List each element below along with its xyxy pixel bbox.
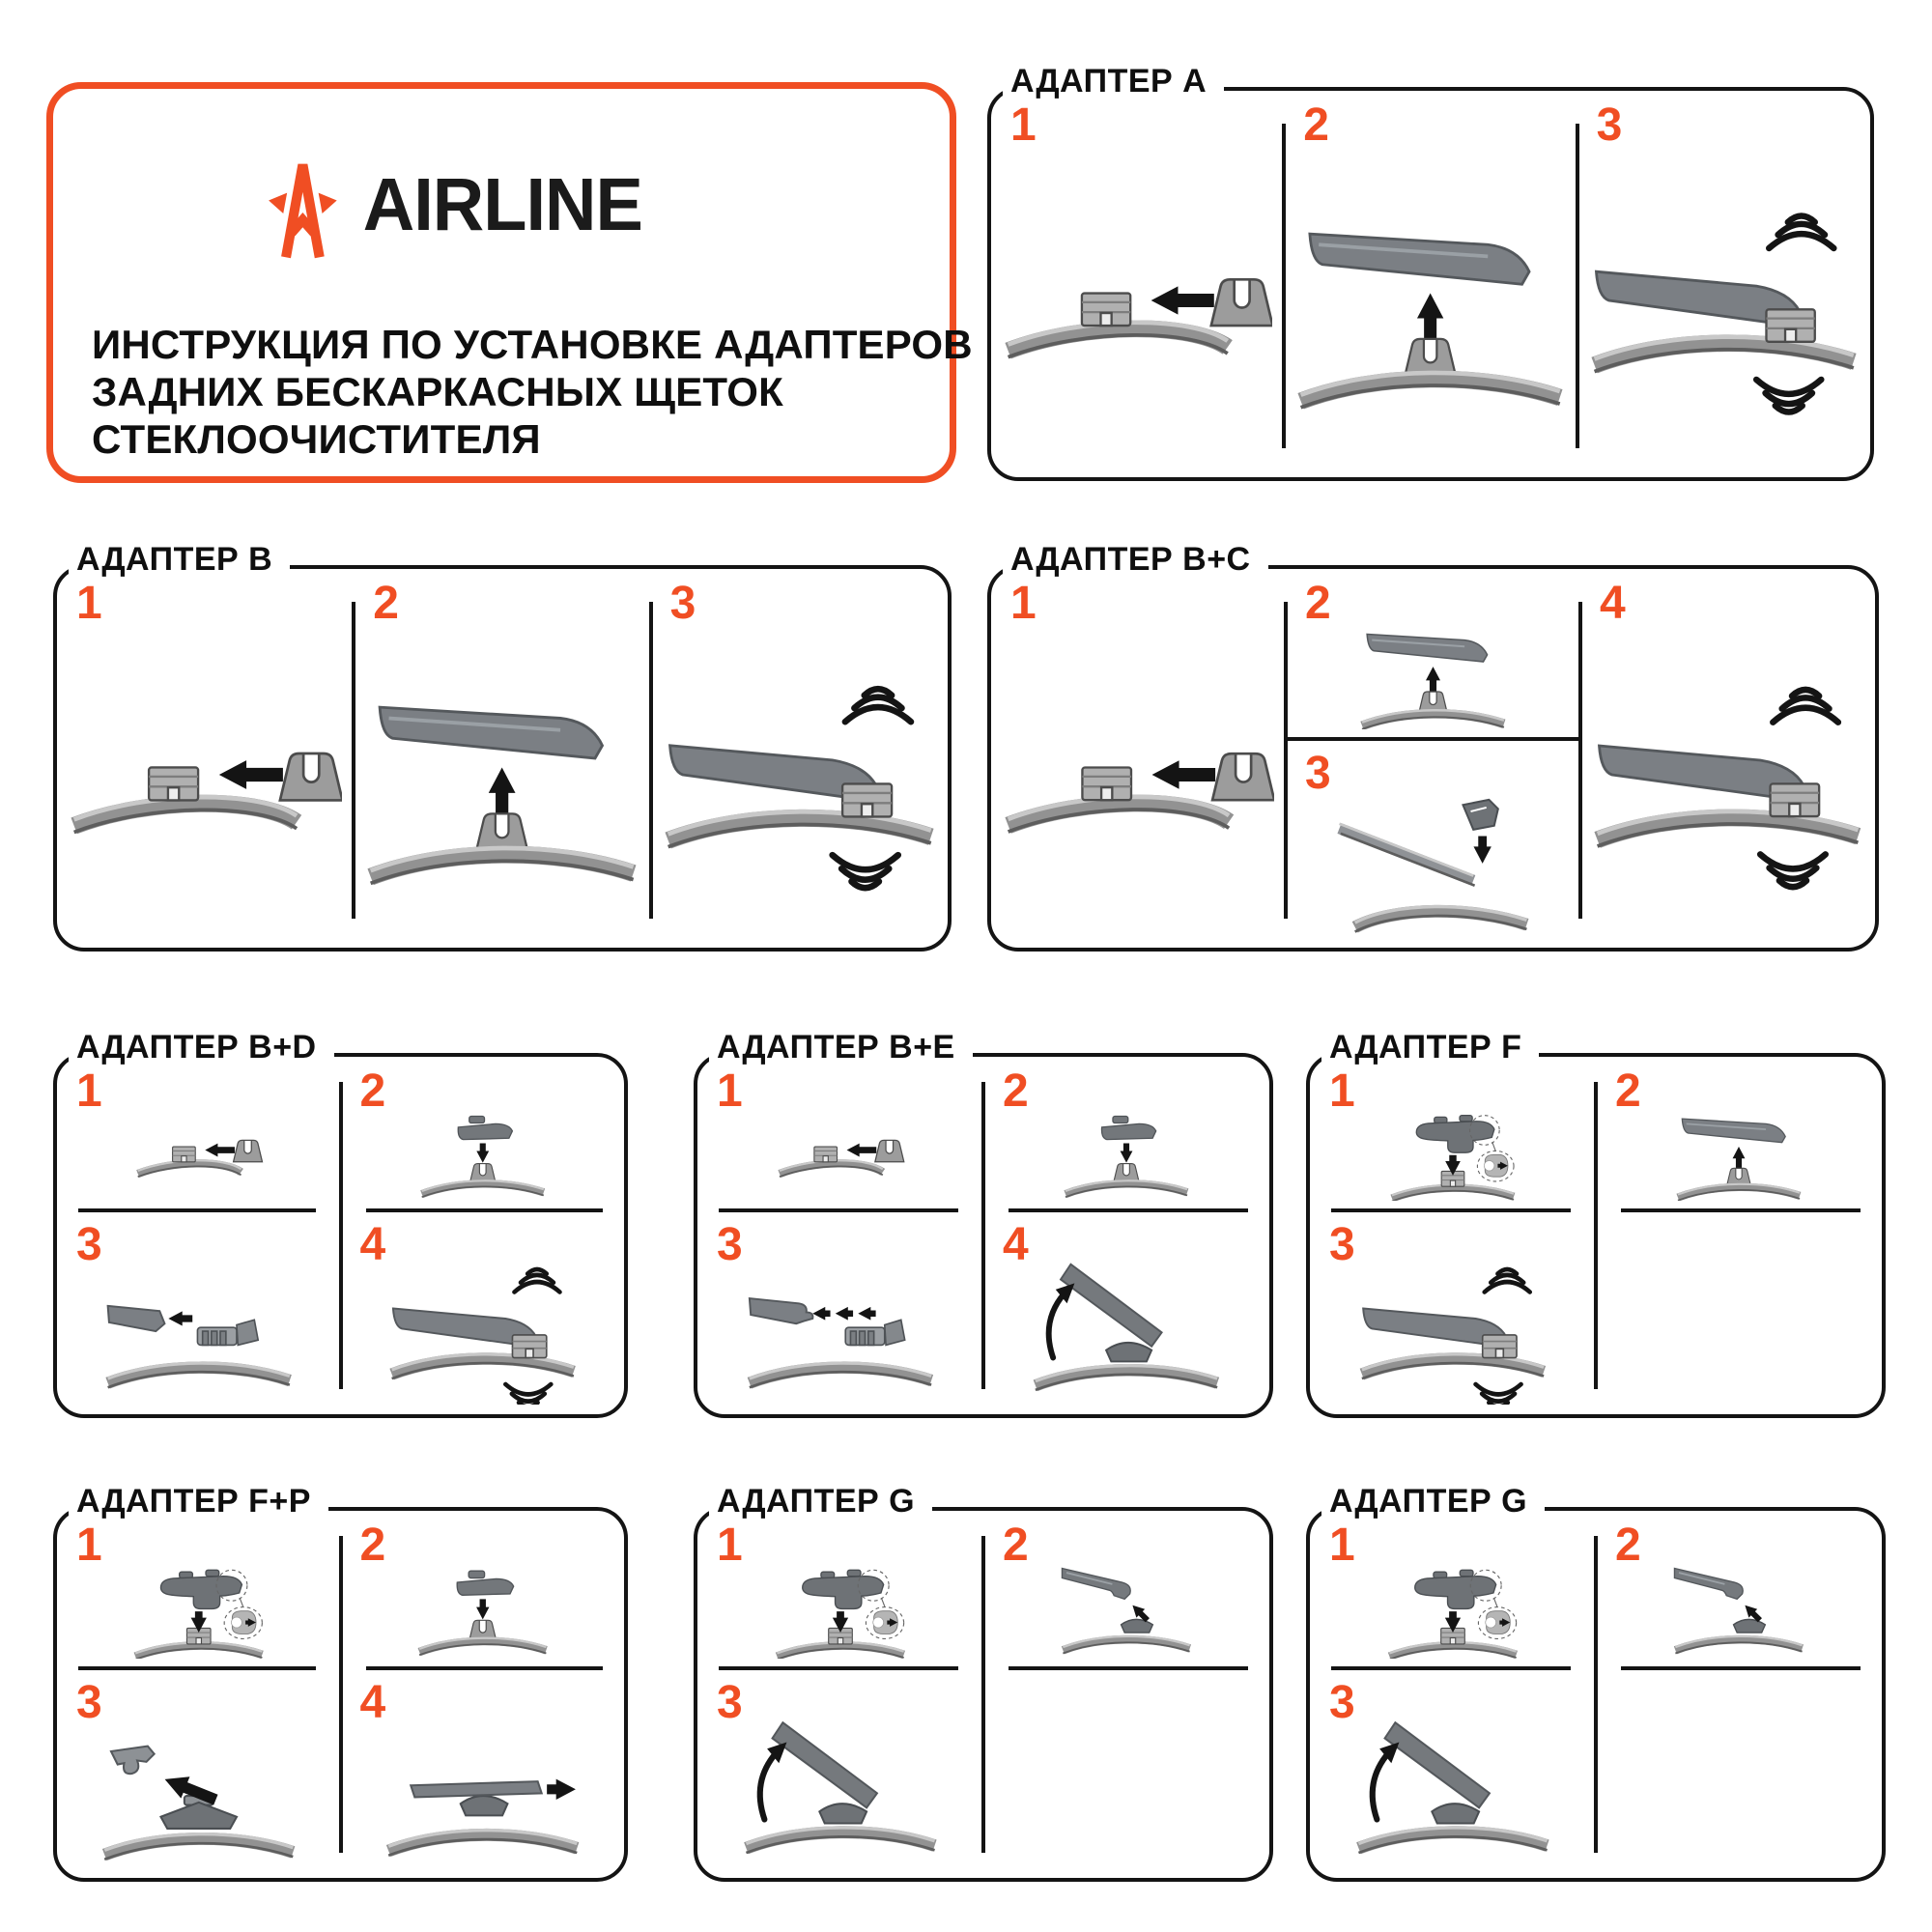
- step-cell: [1577, 91, 1870, 477]
- step-cell: [983, 1511, 1269, 1668]
- step-cell: [341, 1210, 625, 1414]
- brand-name: AIRLINE: [362, 162, 642, 246]
- adapter-box-title: АДАПТЕР A: [1003, 63, 1224, 100]
- step-cell: [983, 1057, 1269, 1210]
- step-cell: [57, 1210, 341, 1414]
- step-number: 3: [76, 1677, 102, 1729]
- adapter-box-title: АДАПТЕР B: [69, 541, 290, 579]
- adapter-box-title: АДАПТЕР G: [1321, 1483, 1545, 1520]
- divider-line: [339, 1536, 343, 1853]
- step-cell: [1284, 91, 1577, 477]
- step-cell: [1310, 1210, 1596, 1414]
- divider-line: [1594, 1536, 1598, 1853]
- adapter-box-adapter-f-p: [53, 1482, 628, 1882]
- slide-arm-out-illustration: [341, 1668, 625, 1878]
- step-number: 2: [1303, 99, 1329, 151]
- instruction-title: [92, 321, 973, 463]
- arm-hook-up-illustration: [983, 1511, 1269, 1668]
- cap-end-illustration: [1286, 739, 1580, 948]
- divider-line: [1009, 1666, 1248, 1670]
- step-number: 2: [373, 578, 399, 629]
- divider-line: [1594, 1082, 1598, 1389]
- step-number: 1: [1010, 99, 1037, 151]
- press-adapter-illustration: [1310, 1057, 1596, 1210]
- step-cell: [697, 1057, 983, 1210]
- adapter-box-adapter-f: [1306, 1028, 1886, 1418]
- slide-clip-illustration: [57, 1057, 341, 1210]
- divider-line: [1331, 1666, 1571, 1670]
- step-cell: [1310, 1668, 1596, 1878]
- step-number: 4: [359, 1219, 386, 1271]
- step-number: 4: [1599, 578, 1626, 629]
- step-number: 3: [717, 1219, 743, 1271]
- step-cell: [1580, 569, 1875, 948]
- step-number: 1: [76, 1065, 102, 1117]
- step-number: 3: [76, 1219, 102, 1271]
- step-number: 1: [76, 1520, 102, 1571]
- step-number: 3: [1329, 1677, 1355, 1729]
- divider-line: [719, 1208, 958, 1212]
- slide-clip-illustration: [57, 569, 354, 948]
- step-cell: [1596, 1057, 1882, 1210]
- instruction-title-line: ЗАДНИХ БЕСКАРКАСНЫХ ЩЕТОК: [92, 369, 783, 415]
- step-number: 1: [1010, 578, 1037, 629]
- adapter-box-title: АДАПТЕР B+E: [709, 1029, 973, 1066]
- step-number: 1: [1329, 1065, 1355, 1117]
- adapter-box-adapter-b-c: [987, 540, 1879, 952]
- adapter-box-adapter-b-e: [694, 1028, 1273, 1418]
- adapter-box-title: АДАПТЕР F+P: [69, 1483, 328, 1520]
- step-number: 2: [359, 1065, 386, 1117]
- airline-star-icon: [268, 151, 338, 259]
- instruction-title-line: СТЕКЛООЧИСТИТЕЛЯ: [92, 416, 541, 463]
- divider-line: [339, 1082, 343, 1389]
- slide-clip-illustration: [991, 91, 1284, 477]
- step-cell: [1286, 739, 1580, 948]
- divider-line: [981, 1536, 985, 1853]
- drop-piece-illustration: [341, 1057, 625, 1210]
- step-number: 2: [1003, 1065, 1029, 1117]
- step-number: 4: [1003, 1219, 1029, 1271]
- airline-logo: [268, 151, 642, 259]
- step-cell: [57, 1668, 341, 1878]
- step-number: 4: [359, 1677, 386, 1729]
- divider-line: [366, 1666, 604, 1670]
- divider-line: [1286, 737, 1580, 741]
- step-cell: [57, 1057, 341, 1210]
- adapter-box-adapter-b: [53, 540, 952, 952]
- divider-line: [78, 1208, 316, 1212]
- divider-line: [1009, 1208, 1248, 1212]
- step-number: 2: [1615, 1065, 1641, 1117]
- adapter-box-title: АДАПТЕР B+C: [1003, 541, 1268, 579]
- lift-arm-illustration: [1596, 1057, 1882, 1210]
- divider-line: [1621, 1208, 1861, 1212]
- step-cell: [697, 1668, 983, 1878]
- pull-arm-illustration: [57, 1210, 341, 1414]
- step-cell: [341, 1057, 625, 1210]
- drop-piece-illustration: [341, 1511, 625, 1668]
- adapter-box-title: АДАПТЕР G: [709, 1483, 932, 1520]
- step-number: 2: [1003, 1520, 1029, 1571]
- step-cell: [651, 569, 948, 948]
- adapter-box-title: АДАПТЕР F: [1321, 1029, 1539, 1066]
- step-cell: [1286, 569, 1580, 739]
- divider-line: [719, 1666, 958, 1670]
- lift-arm-illustration: [354, 569, 650, 948]
- remove-hook-illustration: [57, 1668, 341, 1878]
- step-cell: [57, 1511, 341, 1668]
- press-adapter-illustration: [697, 1511, 983, 1668]
- step-number: 1: [717, 1065, 743, 1117]
- step-cell: [991, 569, 1286, 948]
- step-cell: [341, 1668, 625, 1878]
- step-number: 1: [76, 578, 102, 629]
- adapter-box-adapter-g-2: [1306, 1482, 1886, 1882]
- divider-line: [78, 1666, 316, 1670]
- step-cell: [354, 569, 650, 948]
- step-cell: [983, 1210, 1269, 1414]
- step-number: 2: [1304, 578, 1331, 629]
- lift-arm-illustration: [1286, 569, 1580, 739]
- arm-hook-up-illustration: [1596, 1511, 1882, 1668]
- step-number: 3: [1304, 748, 1331, 800]
- adapter-box-title: АДАПТЕР B+D: [69, 1029, 334, 1066]
- adapter-box-adapter-g-1: [694, 1482, 1273, 1882]
- divider-line: [981, 1082, 985, 1389]
- slide-clip-illustration: [697, 1057, 983, 1210]
- step-number: 3: [717, 1677, 743, 1729]
- lift-arm-illustration: [1284, 91, 1577, 477]
- rotate-arm-illustration: [1310, 1668, 1596, 1878]
- drop-piece-illustration: [983, 1057, 1269, 1210]
- divider-line: [352, 602, 355, 919]
- step-number: 3: [1596, 99, 1623, 151]
- slide-clip-illustration: [991, 569, 1286, 948]
- adapter-box-adapter-b-d: [53, 1028, 628, 1418]
- rotate-arm-illustration: [697, 1668, 983, 1878]
- step-cell: [341, 1511, 625, 1668]
- step-number: 3: [1329, 1219, 1355, 1271]
- vibration-illustration: [1577, 91, 1870, 477]
- vibration-illustration: [1310, 1210, 1596, 1414]
- divider-line: [1282, 124, 1286, 448]
- step-number: 2: [359, 1520, 386, 1571]
- divider-line: [1284, 602, 1288, 919]
- step-cell: [1310, 1057, 1596, 1210]
- pull-arm-multi-illustration: [697, 1210, 983, 1414]
- divider-line: [1621, 1666, 1861, 1670]
- press-adapter-illustration: [1310, 1511, 1596, 1668]
- step-number: 3: [669, 578, 696, 629]
- adapter-box-adapter-a: [987, 62, 1874, 481]
- divider-line: [1578, 602, 1582, 919]
- step-cell: [1310, 1511, 1596, 1668]
- step-cell: [697, 1511, 983, 1668]
- step-cell: [1596, 1511, 1882, 1668]
- divider-line: [1576, 124, 1579, 448]
- step-cell: [697, 1210, 983, 1414]
- vibration-illustration: [341, 1210, 625, 1414]
- divider-line: [1331, 1208, 1571, 1212]
- step-number: 2: [1615, 1520, 1641, 1571]
- step-cell: [57, 569, 354, 948]
- vibration-illustration: [1580, 569, 1875, 948]
- step-cell: [991, 91, 1284, 477]
- vibration-illustration: [651, 569, 948, 948]
- brand-header-card: [46, 82, 973, 483]
- step-number: 1: [1329, 1520, 1355, 1571]
- instruction-title-line: ИНСТРУКЦИЯ ПО УСТАНОВКЕ АДАПТЕРОВ: [92, 322, 973, 367]
- divider-line: [649, 602, 653, 919]
- rotate-arm-illustration: [983, 1210, 1269, 1414]
- step-number: 1: [717, 1520, 743, 1571]
- divider-line: [366, 1208, 604, 1212]
- press-adapter-illustration: [57, 1511, 341, 1668]
